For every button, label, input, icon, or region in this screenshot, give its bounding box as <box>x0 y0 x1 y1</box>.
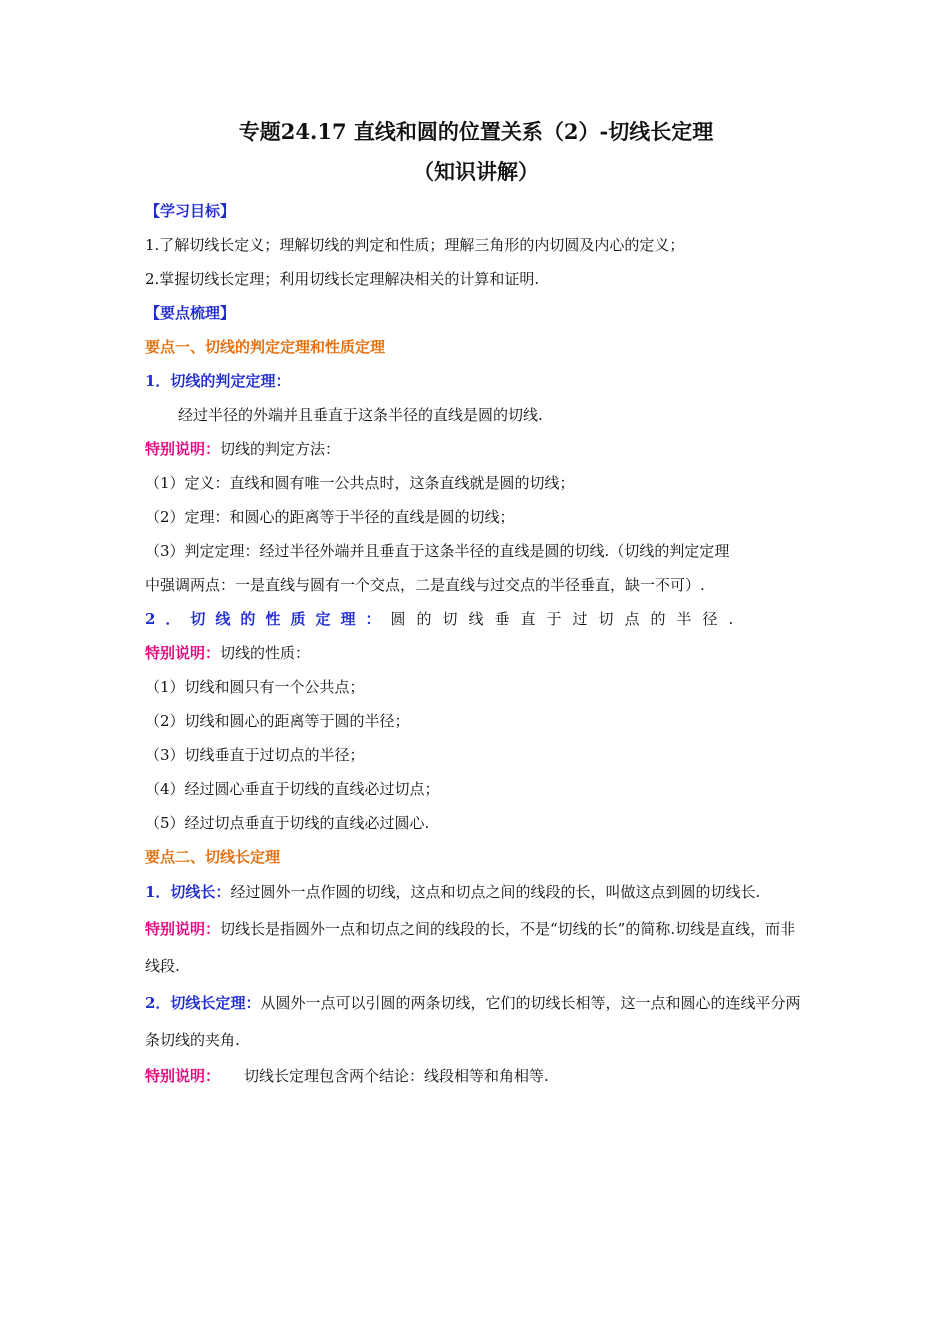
point1-sub1-text: 经过半径的外端并且垂直于这条半径的直线是圆的切线. <box>178 406 543 424</box>
point2-note2-text: 切线长定理包含两个结论：线段相等和角相等. <box>244 1067 549 1085</box>
point2-sub1-text: 经过圆外一点作圆的切线，这点和切点之间的线段的长，叫做这点到圆的切线长. <box>230 883 761 901</box>
property-5: （5）经过切点垂直于切线的直线必过圆心. <box>145 814 430 832</box>
point1-sub2-label: 2．切线的性质定理： <box>145 610 391 628</box>
goals-heading: 【学习目标】 <box>145 202 236 220</box>
point1-sub2 <box>145 602 807 636</box>
point2-note1 <box>145 911 807 985</box>
special-label: 特别说明： <box>145 440 221 458</box>
property-4: （4）经过圆心垂直于切线的直线必过切点； <box>145 780 440 798</box>
point1-sub1-label: 1．切线的判定定理： <box>145 372 291 390</box>
property-3: （3）切线垂直于过切点的半径； <box>145 746 365 764</box>
point2-sub2-label: 2．切线长定理： <box>145 994 261 1012</box>
special-label-4: 特别说明： <box>145 1067 221 1085</box>
goal-2: 2.掌握切线长定理；利用切线长定理解决相关的计算和证明. <box>145 270 540 288</box>
point2-note1-text: 切线长是指圆外一点和切点之间的线段的长，不是“切线的长”的简称.切线是直线，而非线段. <box>145 920 796 975</box>
page-subtitle: （知识讲解） <box>413 159 539 184</box>
property-2: （2）切线和圆心的距离等于圆的半径； <box>145 712 410 730</box>
point2-heading: 要点二、切线长定理 <box>145 848 281 866</box>
special-label-2: 特别说明： <box>145 644 221 662</box>
special-note-judge <box>145 432 807 466</box>
point2-sub2-text: 从圆外一点可以引圆的两条切线，它们的切线长相等，这一点和圆心的连线平分两条切线的夹角. <box>145 994 801 1049</box>
property-intro: 切线的性质： <box>220 644 311 662</box>
method-3b: 中强调两点：一是直线与圆有一个交点，二是直线与过交点的半径垂直，缺一不可）. <box>145 576 705 594</box>
point1-sub2-text: 圆的切线垂直于过切点的半径. <box>390 610 745 628</box>
judge-method-text: 切线的判定方法： <box>220 440 341 458</box>
method-3a: （3）判定定理：经过半径外端并且垂直于这条半径的直线是圆的切线.（切线的判定定理 <box>145 542 730 560</box>
property-1: （1）切线和圆只有一个公共点； <box>145 678 365 696</box>
point2-sub1-label: 1．切线长： <box>145 883 231 901</box>
document-content <box>145 112 807 1093</box>
method-1: （1）定义：直线和圆有唯一公共点时，这条直线就是圆的切线； <box>145 474 575 492</box>
special-label-3: 特别说明： <box>145 920 221 938</box>
special-note-property <box>145 636 807 670</box>
goal-1: 1.了解切线长定义；理解切线的判定和性质；理解三角形的内切圆及内心的定义； <box>145 236 685 254</box>
point2-sub1 <box>145 874 807 911</box>
point2-note2 <box>145 1059 807 1093</box>
page-title: 专题24.17 直线和圆的位置关系（2）-切线长定理 <box>238 119 714 144</box>
method-2: （2）定理：和圆心的距离等于半径的直线是圆的切线； <box>145 508 515 526</box>
point1-heading: 要点一、切线的判定定理和性质定理 <box>145 338 386 356</box>
point2-sub2 <box>145 985 807 1059</box>
summary-heading: 【要点梳理】 <box>145 304 236 322</box>
